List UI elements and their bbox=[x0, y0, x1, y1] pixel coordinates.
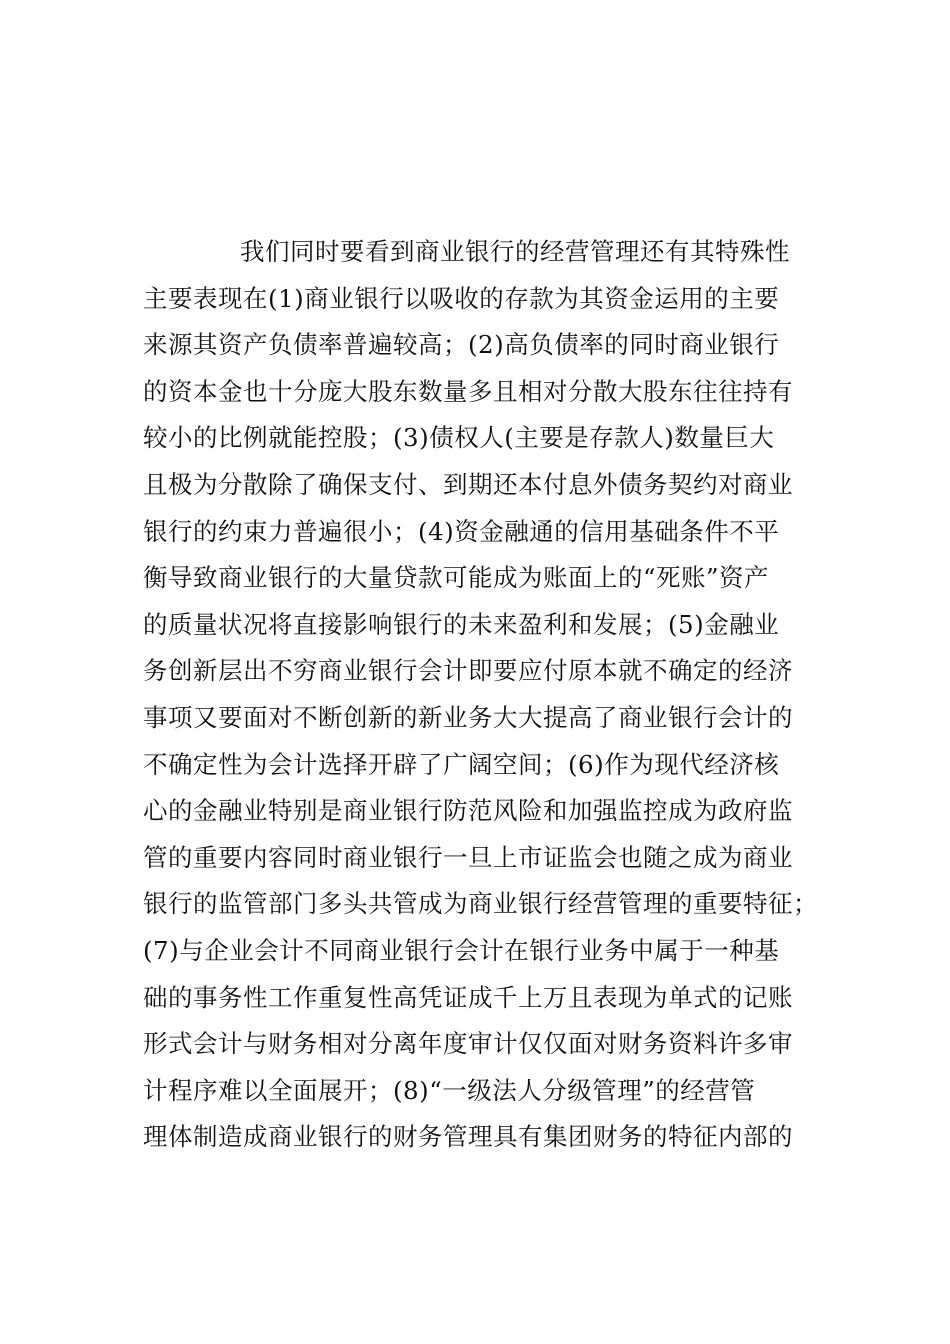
body-paragraph bbox=[143, 229, 823, 1161]
text-line: 衡导致商业银行的大量贷款可能成为账面上的“死账”资产 bbox=[143, 563, 770, 593]
text-line: 我们同时要看到商业银行的经营管理还有其特殊性 bbox=[240, 237, 790, 266]
text-line: 银行的约束力普遍很小；(4)资金融通的信用基础条件不平 bbox=[143, 516, 780, 546]
text-line: 管的重要内容同时商业银行一旦上市证监会也随之成为商业 bbox=[143, 842, 793, 872]
text-line: 心的金融业特别是商业银行防范风险和加强监控成为政府监 bbox=[143, 796, 793, 826]
text-line: 来源其资产负债率普遍较高；(2)高负债率的同时商业银行 bbox=[143, 330, 780, 360]
text-line: (7)与企业会计不同商业银行会计在银行业务中属于一种基 bbox=[143, 935, 780, 965]
text-line: 且极为分散除了确保支付、到期还本付息外债务契约对商业 bbox=[143, 469, 793, 499]
text-line: 不确定性为会计选择开辟了广阔空间；(6)作为现代经济核 bbox=[143, 749, 780, 779]
text-line: 较小的比例就能控股；(3)债权人(主要是存款人)数量巨大 bbox=[143, 423, 775, 453]
text-line: 务创新层出不穷商业银行会计即要应付原本就不确定的经济 bbox=[143, 656, 793, 686]
text-line: 计程序难以全面展开；(8)“一级法人分级管理”的经营管 bbox=[143, 1075, 756, 1105]
text-line: 理体制造成商业银行的财务管理具有集团财务的特征内部的 bbox=[143, 1122, 793, 1152]
text-line: 础的事务性工作重复性高凭证成千上万且表现为单式的记账 bbox=[143, 982, 793, 1012]
text-line: 的质量状况将直接影响银行的未来盈利和发展；(5)金融业 bbox=[143, 609, 780, 639]
text-line: 主要表现在(1)商业银行以吸收的存款为其资金运用的主要 bbox=[143, 283, 780, 313]
text-line: 事项又要面对不断创新的新业务大大提高了商业银行会计的 bbox=[143, 702, 793, 732]
text-line: 形式会计与财务相对分离年度审计仅仅面对财务资料许多审 bbox=[143, 1029, 793, 1059]
text-line: 银行的监管部门多头共管成为商业银行经营管理的重要特征； bbox=[143, 889, 818, 919]
text-line: 的资本金也十分庞大股东数量多且相对分散大股东往往持有 bbox=[143, 376, 793, 406]
